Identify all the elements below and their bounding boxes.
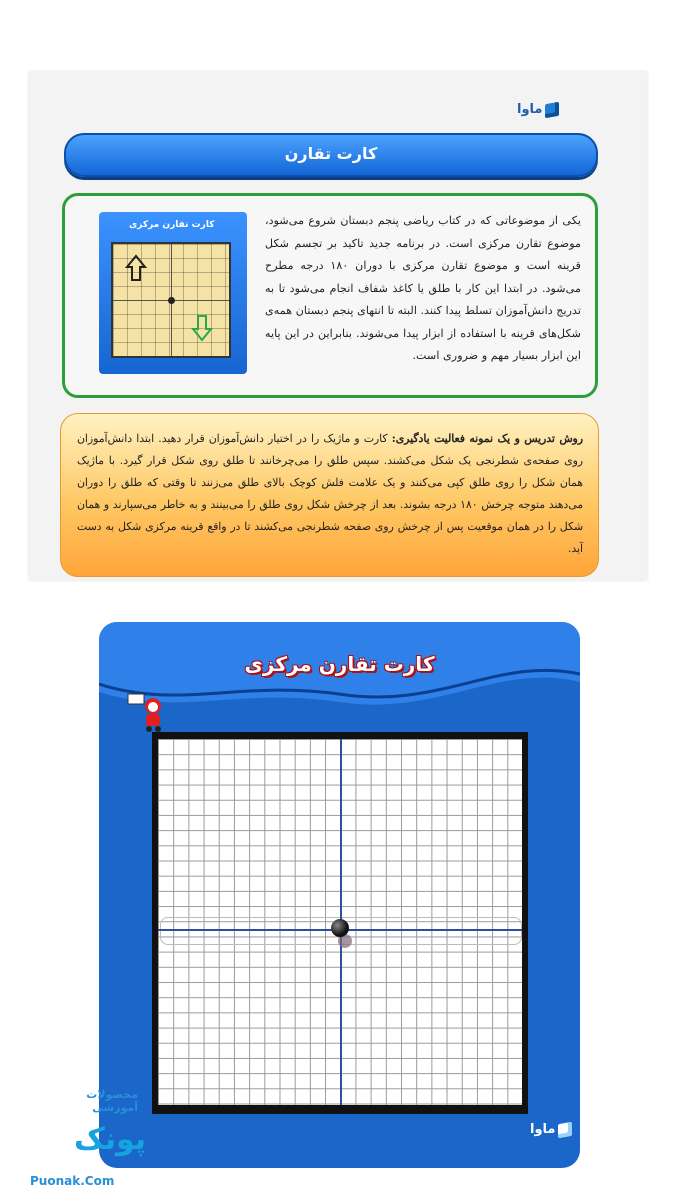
thumbnail-pivot — [168, 297, 175, 304]
method-heading: روش تدریس و یک نمونه فعالیت یادگیری: — [391, 432, 583, 445]
intro-box — [62, 193, 598, 398]
graph-grid — [158, 739, 522, 1105]
mava-logo — [517, 102, 559, 117]
card-logo — [530, 1122, 572, 1137]
card-header-wave — [99, 622, 580, 742]
logo-text: ماوا — [517, 102, 543, 117]
grid-board — [152, 732, 528, 1114]
book-page-photo — [29, 72, 647, 580]
puonak-watermark — [28, 1082, 147, 1192]
watermark-url: Puonak.Com — [30, 1174, 115, 1188]
watermark-top-text: محصولات آموزشی — [86, 1088, 138, 1114]
mascot-icon — [127, 692, 165, 732]
banner-title: کارت تقارن — [284, 144, 378, 163]
pivot-rivet — [331, 919, 349, 937]
cube-icon — [558, 1121, 572, 1137]
section-banner — [64, 133, 598, 177]
watermark-brand: پونک — [74, 1122, 147, 1157]
intro-paragraph: یکی از موضوعاتی که در کتاب ریاضی پنجم دبستان شروع می‌شود، موضوع تقارن مرکزی است. در برنامه جدید تاکید بر تجسم شکل قرینه است و موضوع تقارن مرکزی با دوران ۱۸۰ درجه مطرح می‌شود. در ابتدا این کار با طلق یا کاغذ شفاف انجام می‌شود تا به تدریج دانش‌آموزان تسلط پیدا کنند. البته تا انتهای پنجم دبستان همه‌ی شکل‌های قرینه با استفاده از ابزار پیدا می‌شوند. بنابراین در این پایه این ابزار بسیار مهم و ضروری است. — [265, 214, 581, 362]
method-paragraph — [77, 428, 583, 560]
arrow-down-icon — [191, 314, 213, 342]
thumbnail-grid — [111, 242, 231, 358]
arrow-up-icon — [125, 254, 147, 282]
method-text: کارت و ماژیک را در اختیار دانش‌آموزان قرار دهید. ابتدا دانش‌آموزان روی صفحه‌ی شطرنجی یک شکل می‌کشند. سپس طلق را می‌چرخانند تا طلق روی شکل قرار گیرد. با ماژیک همان شکل را روی طلق کپی می‌کنند و یک علامت فلش کوچک بالای طلق می‌زنند تا وقتی که طلق را دوران می‌دهند متوجه چرخش ۱۸۰ درجه بشوند. بعد از چرخش شکل روی طلق را می‌بینند و به خاطر می‌سپارند و همان شکل را در همان موقعیت پس از چرخش روی صفحه شطرنجی می‌کشند تا در واقع قرینه مرکزی شکل به دست آید. — [77, 432, 583, 555]
card-thumbnail — [99, 212, 247, 374]
method-box — [60, 413, 599, 577]
card-logo-text: ماوا — [530, 1122, 556, 1137]
thumbnail-title: کارت تقارن مرکزی — [129, 220, 215, 230]
cube-icon — [545, 101, 559, 117]
card-title: کارت تقارن مرکزی — [244, 652, 435, 676]
symmetry-card-photo — [99, 622, 580, 1168]
